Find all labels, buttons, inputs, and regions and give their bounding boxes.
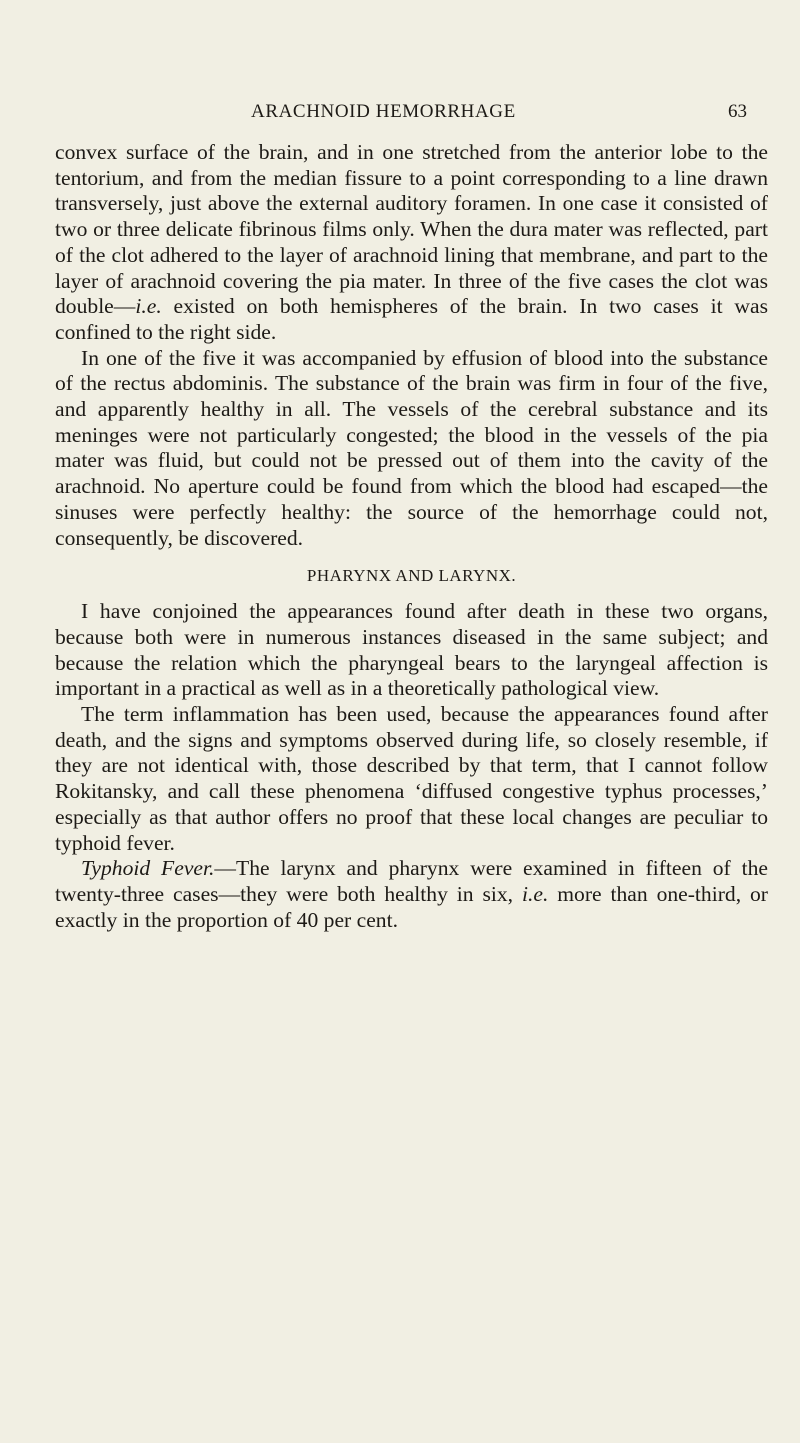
running-title: ARACHNOID HEMORRHAGE — [251, 101, 516, 122]
paragraph-1-end: existed on both hemispheres of the brain. In two cases it was confined to the right side. — [55, 294, 768, 344]
paragraph-5-end: more than one-third, or exactly in the proportion of 40 per cent. — [55, 881, 768, 932]
section-heading: PHARYNX AND LARYNX. — [306, 566, 517, 586]
running-head — [0, 101, 800, 125]
paragraph-3: I have conjoined the appearances found after death in these two organs, because both were in numerous instances diseased in the same subject; and because the relation which the pharyngeal bears to the laryngeal affection is important in a practical as well as in a theoretically pathological view. — [55, 599, 768, 701]
paragraph-5-text: —The larynx and pharynx were examined in fifteen of the twenty-three cases—they were both healthy in six, — [55, 856, 768, 906]
paragraph-5-italic: i.e. — [521, 881, 549, 906]
paragraph-5-italic-lead: Typhoid Fever. — [81, 856, 215, 881]
paragraph-1-text: convex surface of the brain, and in one stretched from the anterior lobe to the tentorium, and from the median fissure to a point corresponding to a line drawn transversely, just above the external auditory foramen. In one case it consisted of two or three delicate fibrinous films only. When the dura mater was reflected, part of the clot adhered to the layer of arachnoid lining that membrane, and part to the layer of arachnoid covering the pia mater. In three of the five cases the clot was double— — [55, 140, 768, 319]
body-text — [55, 140, 768, 933]
paragraph-2: In one of the five it was accompanied by effusion of blood into the substance of the rectus abdominis. The substance of the brain was firm in four of the five, and apparently healthy in all. The vessels of the cerebral substance and its meninges were not particularly congested; the blood in the vessels of the pia mater was fluid, but could not be pressed out of them into the cavity of the arachnoid. No aperture could be found from which the blood had escaped—the sinuses were perfectly healthy: the source of the hemorrhage could not, consequently, be discovered. — [55, 345, 768, 550]
paragraph-1-italic: i.e. — [135, 294, 162, 319]
page-number: 63 — [728, 101, 747, 122]
paragraph-1 — [55, 140, 768, 346]
paragraph-4: The term inflammation has been used, because the appearances found after death, and the signs and symptoms observed during life, so closely resemble, if they are not identical with, those described by that term, that I cannot follow Rokitansky, and call these phenomena ‘diffused congestive typhus processes,’ especially as that author offers no proof that these local changes are peculiar to typhoid fever. — [55, 702, 768, 855]
paragraph-5 — [55, 856, 768, 933]
